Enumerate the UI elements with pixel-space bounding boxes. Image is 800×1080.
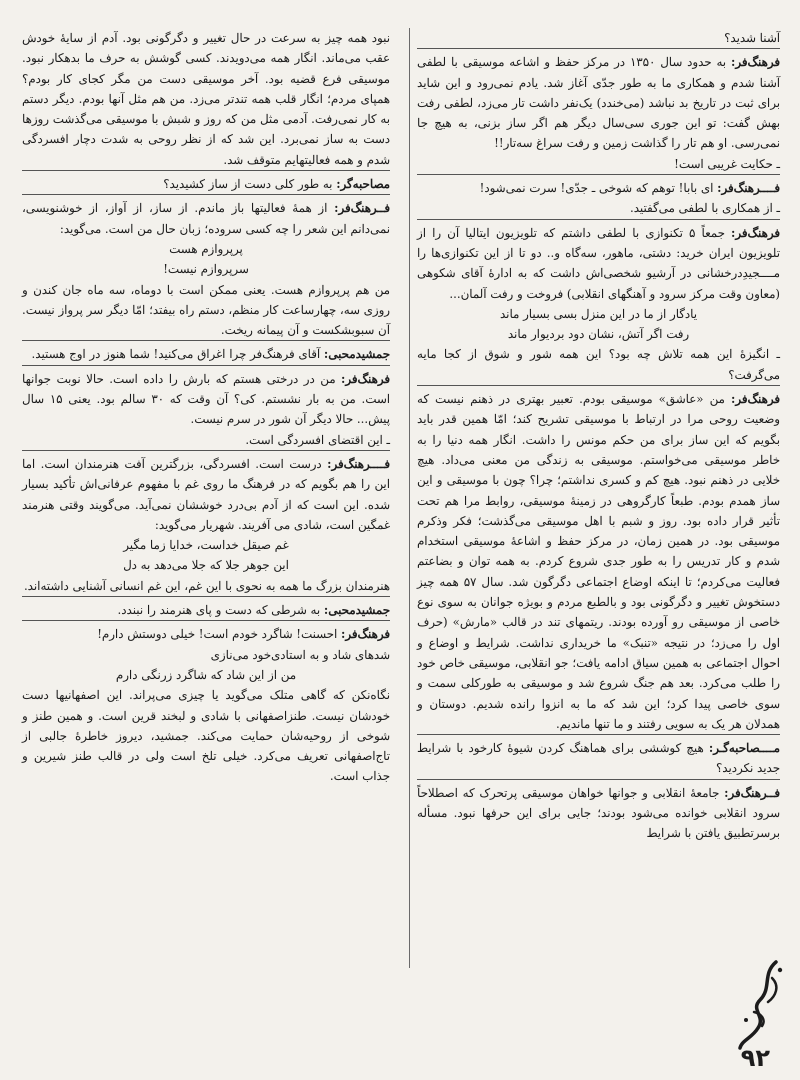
- speaker-name: مصاحبه‌گر:: [336, 177, 390, 192]
- dialogue-text: جامعهٔ انقلابی و جوانها خواهان موسیقی پرتحرک که اصطلاحاً سرود انقلابی خوانده می‌شود بودند؛ جایی برای این حرفها نبود. مسأله برسرتطبیق یافتن با شرایط: [417, 785, 780, 841]
- poem-verse: یادگار از ما در این منزل بسی بسیار ماند: [499, 306, 698, 321]
- column-divider: [409, 28, 410, 968]
- poem-verse: پرپروازم هست: [169, 241, 243, 256]
- dialogue-paragraph: [22, 450, 390, 535]
- speaker-name: فــرهنگ‌فر:: [724, 785, 780, 800]
- dialogue-paragraph: [22, 596, 390, 620]
- text-paragraph: من هم پرپروازم هست. یعنی ممکن است با دوماه، سه ماه جان کندن و روزی سه، چهارساعت کار منظم، دستم راه بیفتد؛ امّا دیگر سر پرواز نیست. آن سبوبشکست و آن پیمانه ریخت.: [22, 282, 390, 338]
- dialogue-text: آقای فرهنگ‌فر چرا اغراق می‌کنید! شما هنوز در اوج هستید.: [31, 347, 324, 362]
- poem-verse: سرپروازم نیست!: [163, 262, 249, 277]
- dialogue-text: ای بابا! توهم که شوخی ـ جدّی! سرت نمی‌شود!: [479, 181, 718, 196]
- dialogue-text: من «عاشق» موسیقی بودم. تعبیر بهتری در ذهنم نیست که وضعیت روحی مرا در ارتباط با موسیقی تشریح کند؛ امّا همین قدر باید بگویم که این ساز برای من حکم مونس را داشت. انگار همه دنیا را به خاطر موسیقی می‌خواستم. موسیقی به زندگی من معنی می‌داد. هیچ خلایی در ذهنم نبود. هیچ کم و کسری نداشتم؛ چرا؟ چون با موسیقی و این ساز همدم بودم. طبعاً کارگروهی در زمینهٔ موسیقی، روابط مرا هم تحت تأثیر قرار داده بود. روز و شبم با اهل موسیقی می‌گذشت؛ فکر وذکرم موسیقی بود. در همین زمان، در مرکز حفظ و اشاعهٔ موسیقی استخدام شدم و کار تدریس را به طور جدی شروع کردم. به همه توان و بضاعتم فعالیت می‌کردم؛ تا اینکه اوضاع اجتماعی دگرگون شد. سال ۵۷ همه چیز دستخوش تغییر و دگرگونی بود و بالطبع مردم و بویژه جوانان به سوی نوع خاصی از موسیقی رو آورده بودند. ریتمهای تند در قالب «مارش» (حرف اول را می‌زد؛ در نتیجه «تنبک» ما خریداری نداشت. شرایط و اوضاع و احوال اجتماعی به همین سیاق ادامه یافت؛ جو انقلابی، موسیقی خاص خود را طلب می‌کرد. بعد هم جنگ شروع شد و موسیقی به طورکلی سمت و سوی خاصی پیدا کرد؛ این شد که ما به انزوا رانده شدیم. دوستان و همدلان هر یک به سویی رفتند و ما تنها ماندیم.: [417, 392, 780, 731]
- right-column: [417, 28, 780, 952]
- speaker-name: فرهنگ‌فر:: [731, 55, 780, 70]
- text-paragraph: آشنا شدید؟: [724, 31, 780, 45]
- text-paragraph: ـ انگیزهٔ این همه تلاش چه بود؟ این همه شور و شوق از کجا مایه می‌گرفت؟: [417, 347, 780, 382]
- speaker-name: مــــصاحبه‌گـر:: [708, 741, 780, 756]
- dialogue-text: من در درختی هستم که بارش را داده است. حالا نوبت جوانها است. من به بار نشستم. کی؟ آن وقت که ۳۰ سالم بود. یعنی ۱۵ سال پیش... حالا دیگر آن شور در سرم نیست.: [22, 371, 391, 427]
- dialogue-text: درست است. افسردگی، بزرگترین آفت هنرمندان است. اما این را هم بگویم که در فرهنگ ما روی غم با مفهوم عرفانی‌اش تأکید بسیار شده. این است که از آدم بی‌درد خوششان نمی‌آید. می‌گویند وقتی هنرمند غمگین است، شادی می آفریند. شهریار می‌گوید:: [22, 456, 390, 532]
- poem-verse: غم صیقل خداست، خدایا زما مگیر: [123, 538, 289, 553]
- speaker-name: جمشیدمحبی:: [323, 603, 390, 618]
- dialogue-text: از همهٔ فعالیتها باز ماندم. از ساز، از آواز، از خوشنویسی، نمی‌دانم این شعر را چه کسی سروده؛ زبان حال من است. می‌گوید:: [22, 201, 390, 236]
- dialogue-paragraph: [417, 385, 780, 734]
- dialogue-paragraph: [417, 779, 780, 844]
- dialogue-paragraph: [22, 170, 390, 194]
- speaker-name: فرهنگ‌فر:: [731, 392, 780, 407]
- text-paragraph: نبود همه چیز به سرعت در حال تغییر و دگرگونی بود. آدم از سایهٔ خودش عقب می‌ماند. انگار همه می‌دویدند. کسی گوشش به حرف ما بدهکار نبود. موسیقی فرع قضیه بود. آخر موسیقی دست من مگر کجای کار بودم؟ همپای مردم؛ انگار قلب همه تندتر می‌زد. من هم مثل آنها بودم. دیگر دستم به کار نمی‌رفت. آدمی مثل من که روز و شبش با موسیقی می‌گذشت روزها دست به ساز نمی‌برد. این شد که از نظر روحی به شدت دچار افسردگی شدم و همه فعالیتهایم متوقف شد.: [22, 31, 390, 167]
- text-paragraph: شدهای شاد و به استادی‌خود می‌نازی: [210, 647, 390, 662]
- dialogue-text: احسنت! شاگرد خودم است! خیلی دوستش دارم!: [97, 627, 341, 642]
- dialogue-text: جمعاً ۵ تکنوازی با لطفی داشتم که تلویزیون ایتالیا آن را از تلویزیون ایران خرید: دشتی، ماهور، سه‌گاه و.. دو تا از این تکنوازی‌ها را مــــجیدِدرخشانی در آرشیو شخصی‌اش داشت که به ادارهٔ آقای شکوهی (معاون وقت مرکز سرود و آهنگهای انقلابی) فروخت و رفت آلمان...: [417, 225, 780, 301]
- dialogue-paragraph: [22, 194, 390, 239]
- kerman-logo: [732, 956, 790, 1052]
- text-paragraph: ـ حکایت غریبی است!: [674, 156, 780, 171]
- dialogue-paragraph: [22, 365, 390, 430]
- page-number: ۹۲: [740, 1044, 770, 1072]
- dialogue-text: به حدود سال ۱۳۵۰ در مرکز حفظ و اشاعه موسیقی با لطفی آشنا شدم و همکاری ما به طور جدّی آغاز شد. یادم نمی‌رود و این شاید برای ثبت در تاریخ بد نباشد (می‌خندد) یک‌نفر داشت تار می‌زد، لطفی رفت بهش گفت: تو این جوری سی‌سال دیگر هم اگر ساز بزنی، به هیچ جا نمی‌رسی. او هم تار را گذاشت زمین و رفت سراغ سه‌تار!!: [417, 55, 780, 151]
- dialogue-paragraph: [22, 340, 390, 364]
- speaker-name: فــرهنگ‌فر:: [334, 201, 390, 216]
- left-column: [22, 28, 390, 1044]
- speaker-name: فرهنگ‌فر:: [341, 371, 390, 386]
- dialogue-paragraph: [417, 734, 780, 779]
- speaker-name: جمشیدمحبی:: [323, 347, 390, 362]
- dialogue-text: به شرطی که دست و پای هنرمند را نبندد.: [117, 603, 324, 618]
- dialogue-paragraph: [417, 48, 780, 153]
- dialogue-paragraph: [417, 219, 780, 304]
- poem-verse: من از این شاد که شاگرد زرنگی دارم: [115, 667, 297, 682]
- speaker-name: فــــرهنگ‌فر:: [327, 456, 390, 471]
- speaker-name: فرهنگ‌فر:: [731, 225, 780, 240]
- poem-verse: رفت اگر آتش، نشان دود بردیوار ماند: [507, 327, 690, 342]
- speaker-name: فرهنگ‌فر:: [341, 627, 390, 642]
- dialogue-paragraph: [22, 620, 390, 644]
- dialogue-text: به طور کلی دست از ساز کشیدید؟: [163, 177, 337, 192]
- poem-verse: این جوهر جلا که جلا می‌دهد به دل: [123, 558, 289, 573]
- speaker-name: فــــرهنگ‌فر:: [717, 181, 780, 196]
- dialogue-text: هیچ کوششی برای هماهنگ کردن شیوهٔ کارخود با شرایط جدید نکردید؟: [417, 741, 780, 776]
- text-paragraph: نگاه‌نکن که گاهی متلک می‌گوید یا چیزی می‌پراند. این اصفهانیها دست خودشان نیست. طنزاصفهانی با شادی و لبخند قرین است. و همین طنز و شوخی از روحیه‌شان حمایت می‌کند. جمشید، دیروز خاطرهٔ جالبی از تاج‌اصفهانی تعریف می‌کرد. خیلی تلخ است ولی در قالب طنز شیرین و جذاب است.: [22, 688, 390, 784]
- text-paragraph: ـ از همکاری با لطفی می‌گفتید.: [629, 201, 780, 216]
- text-paragraph: هنرمندان بزرگ ما همه به نحوی با این غم، این غم انسانی آشنایی داشته‌اند.: [23, 578, 390, 593]
- dialogue-paragraph: [417, 174, 780, 198]
- text-paragraph: ـ این اقتضای افسردگی است.: [245, 432, 390, 447]
